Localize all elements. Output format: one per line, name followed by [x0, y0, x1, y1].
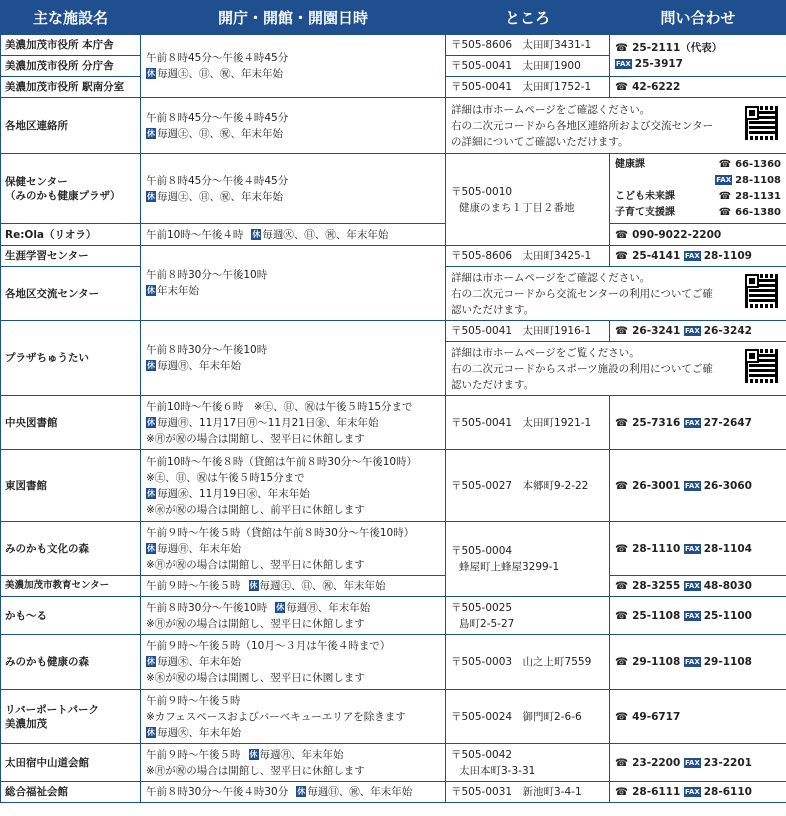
hours-cell: 午前８時45分～午後４時45分 休 毎週㊏、㊐、㊗、年末年始: [141, 154, 446, 224]
phone-icon: ☎: [615, 656, 629, 668]
closed-icon: 休: [147, 128, 155, 138]
hours-cell: 午前８時45分～午後４時45分 休 毎週㊏、㊐、㊗、年末年始: [141, 98, 446, 154]
facility-name: プラザちゅうたい: [1, 321, 141, 396]
address-cell: 〒505-0027 本郷町9-2-22: [446, 450, 610, 522]
hours-cell: 午前10時～午後６時 ※㊏、㊐、㊗は午後５時15分まで 休 毎週㊊、11月17日㊊～11月21日㊎、年末年始 ※㊊が㊗の場合は開館し、翌平日に休館します: [141, 396, 446, 450]
header-contact: 問い合わせ: [610, 1, 786, 35]
facility-name: 東図書館: [1, 450, 141, 522]
phone-icon: ☎: [615, 786, 629, 798]
facility-name: みのかも健康の森: [1, 635, 141, 690]
note-cell: 詳細は市ホームページをご覧ください。 右の二次元コードからスポーツ施設の利用についてご確 認いただけます。: [446, 342, 786, 396]
contact-cell: ☎ 49-6717: [610, 690, 786, 744]
hours-cell: 午前８時30分～午後10時 休 毎週㊊、年末年始 ※㊊が㊗の場合は開館し、翌平日に休館します: [141, 597, 446, 635]
address-cell: 〒505-0031 新池町3-4-1: [446, 782, 610, 803]
phone-icon: ☎: [718, 158, 732, 170]
phone-icon: ☎: [615, 41, 629, 54]
hours-cell: 午前９時～午後５時 休 毎週㊏、㊐、㊗、年末年始: [141, 576, 446, 597]
facility-name: かも～る: [1, 597, 141, 635]
phone-icon: ☎: [615, 479, 629, 492]
phone-icon: ☎: [615, 416, 629, 429]
facility-name: 美濃加茂市役所 分庁舎: [1, 56, 141, 77]
contact-cell: ☎ 29-1108 FAX 29-1108: [610, 635, 786, 690]
fax-icon: FAX: [684, 327, 700, 335]
phone-icon: ☎: [718, 190, 732, 202]
hours-cell: 午前８時30分～午後４時30分 休 毎週㊐、㊗、年末年始: [141, 782, 446, 803]
phone-icon: ☎: [615, 756, 629, 769]
closed-icon: 休: [147, 657, 155, 666]
closed-icon: 休: [147, 488, 155, 498]
contact-cell: ☎ 25-1108 FAX 25-1100: [610, 597, 786, 635]
facility-name: 美濃加茂市教育センター: [1, 576, 141, 597]
phone-icon: ☎: [615, 542, 629, 555]
contact-cell: ☎ 42-6222: [610, 77, 786, 98]
hours-cell: 午前８時45分～午後４時45分 休 毎週㊏、㊐、㊗、年末年始: [141, 35, 446, 98]
facility-name: 太田宿中山道会館: [1, 744, 141, 782]
fax-icon: FAX: [684, 544, 700, 553]
address-cell: 〒505-0042 太田本町3-3-31: [446, 744, 610, 782]
contact-cell: ☎ 26-3241 FAX 26-3242: [610, 321, 786, 342]
note-cell: 詳細は市ホームページをご確認ください。 右の二次元コードから交流センターの利用についてご確 認いただけます。: [446, 267, 786, 321]
hours-cell: 午前９時～午後５時 ※カフェスペースおよびバーベキューエリアを除きます 休 毎週㊋、年末年始: [141, 690, 446, 744]
facility-name: 総合福祉会館: [1, 782, 141, 803]
facility-name: 中央図書館: [1, 396, 141, 450]
closed-icon: 休: [252, 229, 261, 239]
facility-name: 生涯学習センター: [1, 246, 141, 267]
qr-code-icon[interactable]: [745, 274, 779, 308]
address-cell: 〒505-0041 太田町1921-1: [446, 396, 610, 450]
fax-icon: FAX: [684, 418, 700, 427]
fax-icon: FAX: [684, 758, 700, 767]
hours-cell: 午前10時～午後４時 休 毎週㊋、㊐、㊗、年末年始: [141, 224, 446, 246]
phone-icon: ☎: [615, 609, 629, 622]
closed-icon: 休: [147, 191, 155, 201]
qr-code-icon[interactable]: [745, 349, 779, 383]
address-cell: 〒505-0041 太田町1916-1: [446, 321, 610, 342]
contact-cell: ☎ 25-4141 FAX 28-1109: [610, 246, 786, 267]
hours-cell: 午前９時～午後５時 休 毎週㊊、年末年始 ※㊊が㊗の場合は開館し、翌平日に休館します: [141, 744, 446, 782]
phone-icon: ☎: [615, 325, 629, 337]
phone-icon: ☎: [615, 250, 629, 262]
facility-name: 各地区連絡所: [1, 98, 141, 154]
closed-icon: 休: [147, 543, 155, 553]
closed-icon: 休: [147, 69, 155, 78]
closed-icon: 休: [147, 361, 155, 370]
header-name: 主な施設名: [1, 1, 141, 35]
hours-cell: 午前８時30分～午後10時 休 毎週㊊、年末年始: [141, 321, 446, 396]
address-cell: 〒505-8606 太田町3425-1: [446, 246, 610, 267]
phone-icon: ☎: [615, 228, 629, 241]
address-cell: 〒505-0024 御門町2-6-6: [446, 690, 610, 744]
closed-icon: 休: [276, 602, 285, 612]
address-cell: 〒505-0004 蜂屋町上蜂屋3299-1: [446, 522, 610, 597]
address-cell: 〒505-8606 太田町3431-1: [446, 35, 610, 56]
hours-cell: 午前９時～午後５時（10月～３月は午後４時まで） 休 毎週㊍、年末年始 ※㊍が㊗の場合は開園し、翌平日に休園します: [141, 635, 446, 690]
fax-icon: FAX: [684, 252, 700, 260]
contact-cell: 健康課 ☎ 66-1360 FAX 28-1108 こども未来課 ☎ 28-1131 子育て支援課 ☎ 66-1380: [610, 154, 786, 224]
hours-cell: 午前10時～午後８時（貸館は午前８時30分～午後10時） ※㊏、㊐、㊗は午後５時15分まで 休 毎週㊌、11月19日㊌、年末年始 ※㊌が㊗の場合は開館し、前平日に休館します: [141, 450, 446, 522]
contact-cell: ☎ 23-2200 FAX 23-2201: [610, 744, 786, 782]
fax-icon: FAX: [684, 788, 700, 796]
phone-icon: ☎: [615, 81, 629, 93]
address-cell: 〒505-0025 島町2-5-27: [446, 597, 610, 635]
facility-name: 美濃加茂市役所 駅南分室: [1, 77, 141, 98]
facility-name: 美濃加茂市役所 本庁舎: [1, 35, 141, 56]
address-cell: 〒505-0010 健康のまち１丁目２番地: [446, 154, 610, 246]
header-address: ところ: [446, 1, 610, 35]
closed-icon: 休: [147, 286, 155, 295]
facility-name: みのかも文化の森: [1, 522, 141, 576]
phone-icon: ☎: [615, 580, 629, 592]
phone-icon: ☎: [615, 710, 629, 723]
contact-cell: ☎ 25-7316 FAX 27-2647: [610, 396, 786, 450]
qr-code-icon[interactable]: [745, 106, 779, 140]
address-cell: 〒505-0003 山之上町7559: [446, 635, 610, 690]
fax-icon: FAX: [684, 582, 700, 590]
hours-cell: 午前９時～午後５時（貸館は午前８時30分～午後10時） 休 毎週㊊、年末年始 ※㊊が㊗の場合は開館し、翌平日に休館します: [141, 522, 446, 576]
closed-icon: 休: [249, 749, 258, 759]
contact-cell: ☎ 28-6111 FAX 28-6110: [610, 782, 786, 803]
note-cell: 詳細は市ホームページをご確認ください。 右の二次元コードから各地区連絡所および交流センター の詳細についてご確認いただけます。: [446, 98, 786, 154]
contact-cell: ☎ 25-2111（代表） FAX 25-3917: [610, 35, 786, 77]
facility-name: 各地区交流センター: [1, 267, 141, 321]
contact-cell: ☎ 26-3001 FAX 26-3060: [610, 450, 786, 522]
fax-icon: FAX: [684, 658, 700, 666]
contact-cell: ☎ 090-9022-2200: [610, 224, 786, 246]
closed-icon: 休: [297, 787, 306, 796]
closed-icon: 休: [147, 727, 155, 737]
address-cell: 〒505-0041 太田町1900: [446, 56, 610, 77]
fax-icon: FAX: [716, 175, 732, 184]
header-hours: 開庁・開館・開園日時: [141, 1, 446, 35]
hours-cell: 午前８時30分～午後10時 休 年末年始: [141, 246, 446, 321]
closed-icon: 休: [249, 581, 258, 590]
facility-name: 保健センター （みのかも健康プラザ）: [1, 154, 141, 224]
facility-name: リバーポートパーク 美濃加茂: [1, 690, 141, 744]
closed-icon: 休: [147, 417, 155, 427]
facility-name: Re:Ola（リオラ）: [1, 224, 141, 246]
fax-icon: FAX: [616, 59, 631, 68]
fax-icon: FAX: [684, 611, 700, 620]
contact-cell: ☎ 28-3255 FAX 48-8030: [610, 576, 786, 597]
address-cell: 〒505-0041 太田町1752-1: [446, 77, 610, 98]
contact-cell: ☎ 28-1110 FAX 28-1104: [610, 522, 786, 576]
fax-icon: FAX: [684, 481, 700, 490]
phone-icon: ☎: [718, 206, 732, 218]
